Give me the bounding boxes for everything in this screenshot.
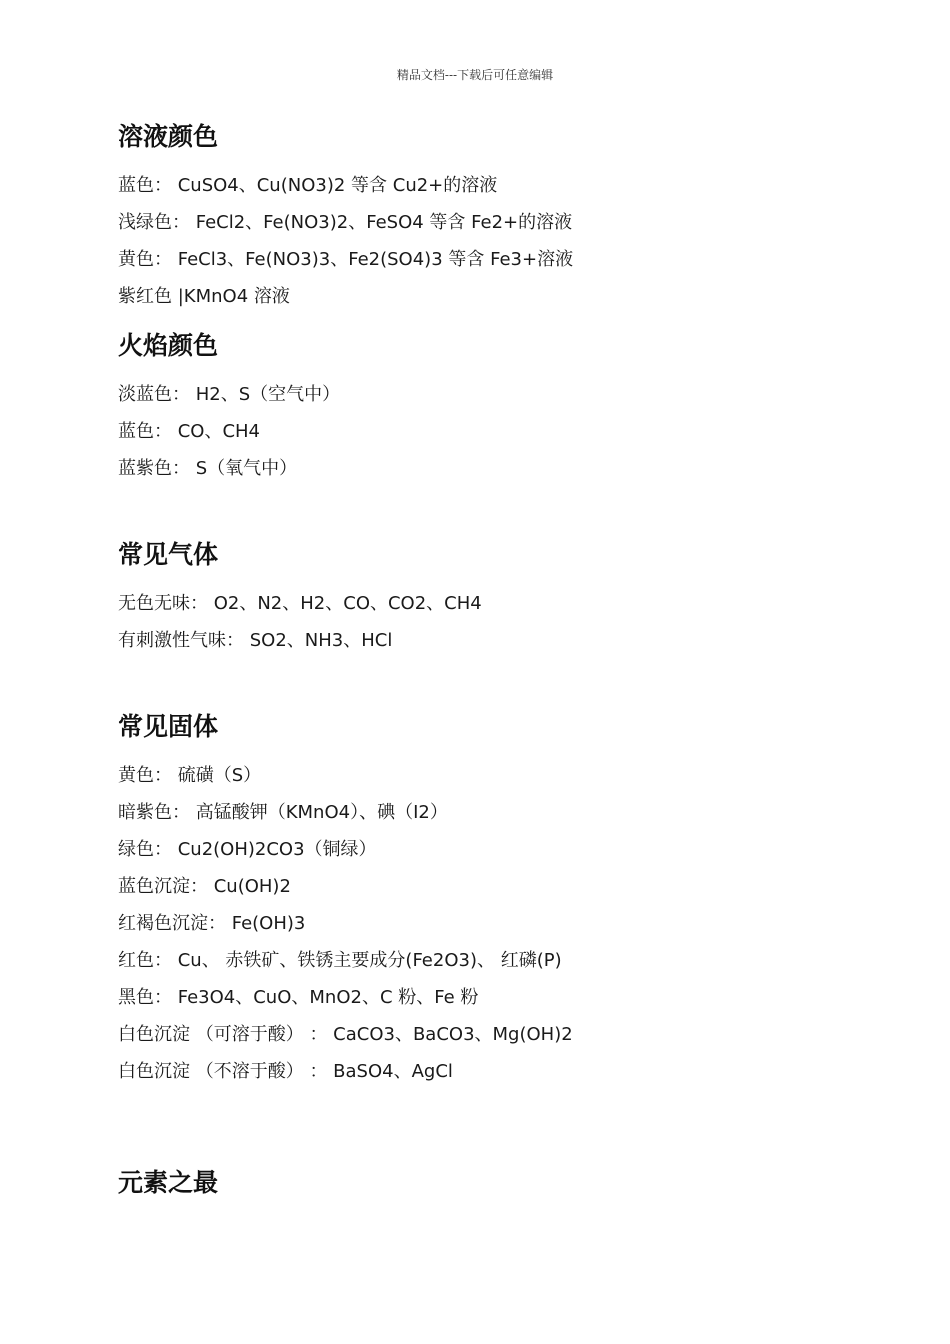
text-line: 蓝色沉淀： Cu(OH)2 bbox=[118, 876, 291, 897]
section-heading-solution-colors: 溶液颜色 bbox=[118, 122, 219, 151]
text-line: 暗紫色： 高锰酸钾（KMnO4）、碘（I2） bbox=[118, 802, 448, 823]
text-line: 红色： Cu、 赤铁矿、铁锈主要成分(Fe2O3)、 红磷(P) bbox=[118, 950, 562, 971]
section-heading-flame-colors: 火焰颜色 bbox=[118, 331, 219, 360]
text-line: 红褐色沉淀： Fe(OH)3 bbox=[118, 913, 306, 934]
text-line: 有刺激性气味： SO2、NH3、HCl bbox=[118, 630, 393, 651]
text-line: 蓝色： CO、CH4 bbox=[118, 421, 261, 442]
text-line: 无色无味： O2、N2、H2、CO、CO2、CH4 bbox=[118, 593, 482, 614]
page-header: 精品文档---下载后可任意编辑 bbox=[396, 68, 554, 82]
section-heading-common-solids: 常见固体 bbox=[118, 712, 219, 741]
text-line: 白色沉淀 （可溶于酸） ： CaCO3、BaCO3、Mg(OH)2 bbox=[118, 1024, 573, 1045]
text-line: 蓝紫色： S（氧气中） bbox=[118, 458, 298, 479]
text-line: 黑色： Fe3O4、CuO、MnO2、C 粉、Fe 粉 bbox=[118, 987, 479, 1008]
text-line: 黄色： FeCl3、Fe(NO3)3、Fe2(SO4)3 等含 Fe3+溶液 bbox=[118, 249, 574, 270]
text-line: 黄色： 硫磺（S） bbox=[118, 765, 262, 786]
text-line: 紫红色 |KMnO4 溶液 bbox=[118, 286, 290, 307]
text-line: 绿色： Cu2(OH)2CO3（铜绿） bbox=[118, 839, 377, 860]
text-line: 淡蓝色： H2、S（空气中） bbox=[118, 384, 341, 405]
text-line: 蓝色： CuSO4、Cu(NO3)2 等含 Cu2+的溶液 bbox=[118, 175, 498, 196]
text-line: 白色沉淀 （不溶于酸） ： BaSO4、AgCl bbox=[118, 1061, 453, 1082]
section-heading-common-gases: 常见气体 bbox=[118, 540, 219, 569]
text-line: 浅绿色： FeCl2、Fe(NO3)2、FeSO4 等含 Fe2+的溶液 bbox=[118, 212, 573, 233]
section-heading-element-records: 元素之最 bbox=[118, 1168, 219, 1197]
